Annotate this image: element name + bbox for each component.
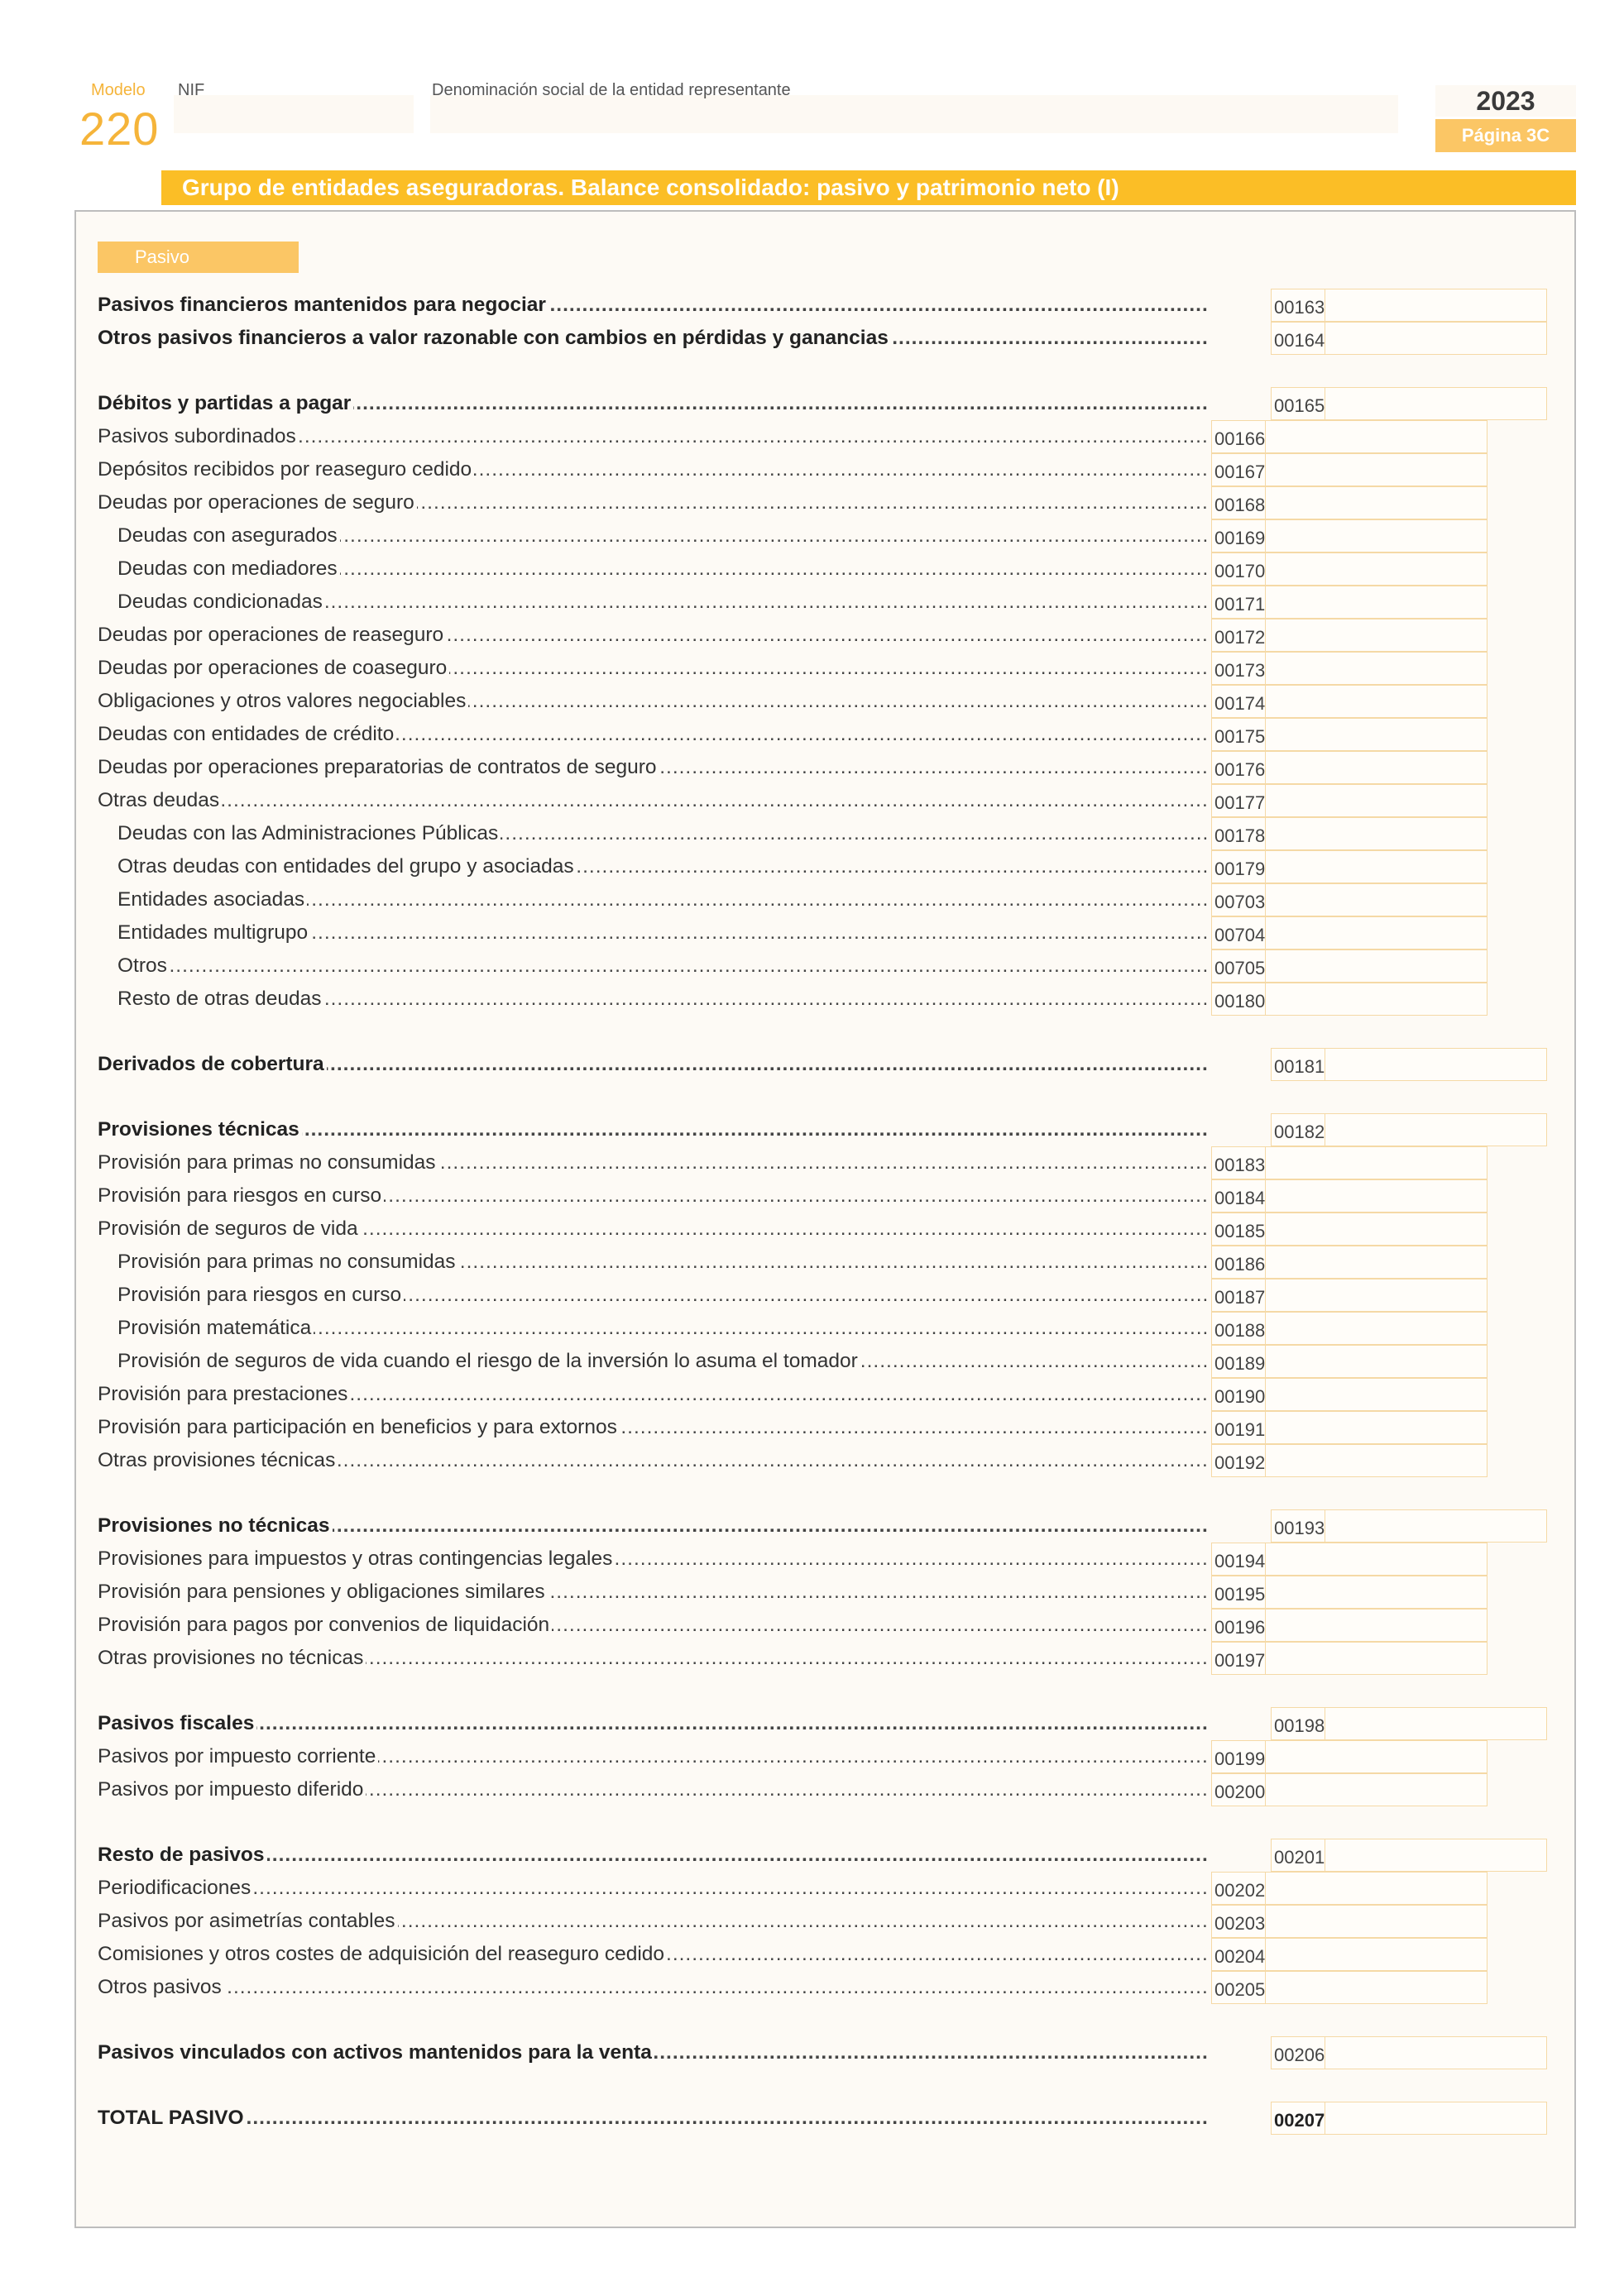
row-00193 <box>98 1509 1554 1543</box>
row-00197 <box>98 1642 1554 1675</box>
row-label: Pasivos por impuesto diferido ..... <box>98 1773 1208 1806</box>
field-code: 00187 <box>1213 1280 1266 1311</box>
row-label: Otros ..... <box>117 949 1208 983</box>
row-00189 <box>98 1345 1554 1378</box>
row-00703 <box>98 883 1554 916</box>
row-00192 <box>98 1444 1554 1477</box>
row-label: Pasivos por impuesto corriente ..... <box>98 1740 1208 1773</box>
row-00201 <box>98 1839 1554 1872</box>
field-code: 00200 <box>1213 1774 1266 1806</box>
amount-field-00200[interactable] <box>1211 1773 1487 1806</box>
row-label: Deudas por operaciones preparatorias de contratos de seguro ..... <box>98 751 1208 784</box>
field-code: 00194 <box>1213 1543 1266 1575</box>
row-00182 <box>98 1113 1554 1146</box>
field-code: 00703 <box>1213 884 1266 916</box>
row-total-pasivo <box>98 2102 1554 2135</box>
row-00184 <box>98 1179 1554 1213</box>
row-00179 <box>98 850 1554 883</box>
field-code: 00181 <box>1272 1049 1325 1080</box>
row-00166 <box>98 420 1554 453</box>
field-code: 00172 <box>1213 619 1266 651</box>
row-00173 <box>98 652 1554 685</box>
row-label: Depósitos recibidos por reaseguro cedido ..... <box>98 453 1208 486</box>
row-00199 <box>98 1740 1554 1773</box>
row-label: Provisión para pensiones y obligaciones similares ..... <box>98 1576 1208 1609</box>
field-code: 00169 <box>1213 520 1266 552</box>
field-code: 00193 <box>1272 1510 1325 1542</box>
field-code: 00197 <box>1213 1643 1266 1674</box>
row-label: Provisiones para impuestos y otras contingencias legales ..... <box>98 1543 1208 1576</box>
nif-field[interactable] <box>174 95 414 133</box>
row-label: Deudas con las Administraciones Públicas ..... <box>117 817 1208 850</box>
row-label: Entidades multigrupo ..... <box>117 916 1208 949</box>
row-00176 <box>98 751 1554 784</box>
row-00183 <box>98 1146 1554 1179</box>
row-00185 <box>98 1213 1554 1246</box>
row-00169 <box>98 519 1554 552</box>
amount-field-00704[interactable] <box>1211 916 1487 949</box>
row-label: Provisión para prestaciones ..... <box>98 1378 1208 1411</box>
row-00194 <box>98 1543 1554 1576</box>
row-label: Deudas por operaciones de coaseguro ..... <box>98 652 1208 685</box>
amount-field-00176[interactable] <box>1211 751 1487 784</box>
field-code: 00164 <box>1272 323 1325 354</box>
row-00168 <box>98 486 1554 519</box>
nif-label: NIF <box>178 81 205 99</box>
row-00167 <box>98 453 1554 486</box>
row-label: Provisión de seguros de vida ..... <box>98 1213 1208 1246</box>
row-label: Resto de otras deudas ..... <box>117 983 1208 1016</box>
amount-field-00201[interactable] <box>1271 1839 1547 1872</box>
section-label-pasivo: Pasivo <box>98 242 299 273</box>
field-code: 00183 <box>1213 1147 1266 1179</box>
row-label: Comisiones y otros costes de adquisición del reaseguro cedido ..... <box>98 1938 1208 1971</box>
row-label: TOTAL PASIVO ..... <box>98 2102 1208 2135</box>
amount-field-00173[interactable] <box>1211 652 1487 685</box>
row-label: Deudas con entidades de crédito ..... <box>98 718 1208 751</box>
row-label: Derivados de cobertura ..... <box>98 1048 1208 1081</box>
row-label: Otras deudas ..... <box>98 784 1208 817</box>
amount-field-00191[interactable] <box>1211 1411 1487 1444</box>
field-code: 00170 <box>1213 553 1266 585</box>
row-00190 <box>98 1378 1554 1411</box>
row-label: Débitos y partidas a pagar ..... <box>98 387 1208 420</box>
field-code: 00166 <box>1213 421 1266 452</box>
amount-field-00182[interactable] <box>1271 1113 1547 1146</box>
amount-field-00170[interactable] <box>1211 552 1487 586</box>
amount-field-00167[interactable] <box>1211 453 1487 486</box>
field-code: 00199 <box>1213 1741 1266 1772</box>
row-00206 <box>98 2036 1554 2069</box>
denominacion-label: Denominación social de la entidad representante <box>432 81 791 99</box>
row-00204 <box>98 1938 1554 1971</box>
amount-field-00192[interactable] <box>1211 1444 1487 1477</box>
row-label: Deudas con mediadores ..... <box>117 552 1208 586</box>
field-code: 00202 <box>1213 1873 1266 1904</box>
field-code: 00192 <box>1213 1445 1266 1476</box>
amount-field-00194[interactable] <box>1211 1543 1487 1576</box>
field-code: 00206 <box>1272 2037 1325 2069</box>
amount-field-00203[interactable] <box>1211 1905 1487 1938</box>
amount-field-00179[interactable] <box>1211 850 1487 883</box>
field-code: 00165 <box>1272 388 1325 419</box>
amount-field-00703[interactable] <box>1211 883 1487 916</box>
amount-field-00171[interactable] <box>1211 586 1487 619</box>
field-code: 00184 <box>1213 1180 1266 1212</box>
amount-field-00185[interactable] <box>1211 1213 1487 1246</box>
field-code: 00195 <box>1213 1576 1266 1608</box>
amount-field-00195[interactable] <box>1211 1576 1487 1609</box>
amount-field-00178[interactable] <box>1211 817 1487 850</box>
row-label: Pasivos financieros mantenidos para negociar ..... <box>98 289 1208 322</box>
row-label: Provisión para riesgos en curso ..... <box>98 1179 1208 1213</box>
field-code: 00168 <box>1213 487 1266 519</box>
field-code: 00207 <box>1272 2102 1325 2134</box>
field-code: 00178 <box>1213 818 1266 849</box>
row-00178 <box>98 817 1554 850</box>
amount-field-00183[interactable] <box>1211 1146 1487 1179</box>
amount-field-00169[interactable] <box>1211 519 1487 552</box>
row-00170 <box>98 552 1554 586</box>
row-label: Deudas condicionadas ..... <box>117 586 1208 619</box>
row-00164 <box>98 322 1554 355</box>
denominacion-field[interactable] <box>430 95 1398 133</box>
field-code: 00175 <box>1213 719 1266 750</box>
field-code: 00189 <box>1213 1346 1266 1377</box>
amount-field-00196[interactable] <box>1211 1609 1487 1642</box>
row-label: Deudas por operaciones de seguro ..... <box>98 486 1208 519</box>
row-00163 <box>98 289 1554 322</box>
row-00705 <box>98 949 1554 983</box>
row-label: Otras deudas con entidades del grupo y asociadas ..... <box>117 850 1208 883</box>
amount-field-00186[interactable] <box>1211 1246 1487 1279</box>
row-00203 <box>98 1905 1554 1938</box>
amount-field-00177[interactable] <box>1211 784 1487 817</box>
field-code: 00201 <box>1272 1839 1325 1871</box>
field-code: 00204 <box>1213 1939 1266 1970</box>
row-00704 <box>98 916 1554 949</box>
field-code: 00186 <box>1213 1246 1266 1278</box>
field-code: 00163 <box>1272 289 1325 321</box>
row-label: Pasivos subordinados ..... <box>98 420 1208 453</box>
row-label: Provisión para pagos por convenios de liquidación ..... <box>98 1609 1208 1642</box>
row-00186 <box>98 1246 1554 1279</box>
field-code: 00196 <box>1213 1610 1266 1641</box>
amount-field-00181[interactable] <box>1271 1048 1547 1081</box>
field-code: 00205 <box>1213 1972 1266 2003</box>
field-code: 00188 <box>1213 1313 1266 1344</box>
row-label: Obligaciones y otros valores negociables ..... <box>98 685 1208 718</box>
field-code: 00182 <box>1272 1114 1325 1146</box>
row-label: Otros pasivos ..... <box>98 1971 1208 2004</box>
row-00181 <box>98 1048 1554 1081</box>
page-badge: Página 3C <box>1435 119 1576 152</box>
row-00174 <box>98 685 1554 718</box>
amount-field-00197[interactable] <box>1211 1642 1487 1675</box>
row-00202 <box>98 1872 1554 1905</box>
row-00198 <box>98 1707 1554 1740</box>
amount-field-00189[interactable] <box>1211 1345 1487 1378</box>
amount-field-00184[interactable] <box>1211 1179 1487 1213</box>
year: 2023 <box>1476 86 1535 116</box>
row-label: Periodificaciones ..... <box>98 1872 1208 1905</box>
row-label: Provisiones técnicas ..... <box>98 1113 1208 1146</box>
amount-field-00705[interactable] <box>1211 949 1487 983</box>
modelo-label: Modelo <box>91 81 146 99</box>
row-label: Provisión de seguros de vida cuando el riesgo de la inversión lo asuma el tomador ..... <box>117 1345 1208 1378</box>
row-label: Deudas por operaciones de reaseguro ..... <box>98 619 1208 652</box>
row-00196 <box>98 1609 1554 1642</box>
amount-field-00168[interactable] <box>1211 486 1487 519</box>
row-label: Pasivos fiscales ..... <box>98 1707 1208 1740</box>
field-code: 00174 <box>1213 686 1266 717</box>
row-00171 <box>98 586 1554 619</box>
amount-field-00188[interactable] <box>1211 1312 1487 1345</box>
row-label: Provisión para primas no consumidas ..... <box>117 1246 1208 1279</box>
row-label: Entidades asociadas ..... <box>117 883 1208 916</box>
row-label: Provisión para riesgos en curso ..... <box>117 1279 1208 1312</box>
form-title: Grupo de entidades aseguradoras. Balance consolidado: pasivo y patrimonio neto (I) <box>161 170 1576 205</box>
row-00172 <box>98 619 1554 652</box>
row-label: Otras provisiones técnicas ..... <box>98 1444 1208 1477</box>
amount-field-00165[interactable] <box>1271 387 1547 420</box>
amount-field-00205[interactable] <box>1211 1971 1487 2004</box>
field-code: 00203 <box>1213 1906 1266 1937</box>
row-label: Provisión para primas no consumidas ..... <box>98 1146 1208 1179</box>
row-00177 <box>98 784 1554 817</box>
amount-field-00202[interactable] <box>1211 1872 1487 1905</box>
row-00188 <box>98 1312 1554 1345</box>
field-code: 00167 <box>1213 454 1266 486</box>
amount-field-00193[interactable] <box>1271 1509 1547 1543</box>
row-00165 <box>98 387 1554 420</box>
row-00187 <box>98 1279 1554 1312</box>
row-00191 <box>98 1411 1554 1444</box>
field-code: 00704 <box>1213 917 1266 949</box>
field-code: 00190 <box>1213 1379 1266 1410</box>
amount-field-00174[interactable] <box>1211 685 1487 718</box>
amount-field-00199[interactable] <box>1211 1740 1487 1773</box>
row-label: Deudas con asegurados ..... <box>117 519 1208 552</box>
row-label: Pasivos por asimetrías contables ..... <box>98 1905 1208 1938</box>
amount-field-00180[interactable] <box>1211 983 1487 1016</box>
field-code: 00179 <box>1213 851 1266 883</box>
amount-field-00198[interactable] <box>1271 1707 1547 1740</box>
row-00195 <box>98 1576 1554 1609</box>
row-label: Pasivos vinculados con activos mantenidos para la venta ..... <box>98 2036 1208 2069</box>
field-code: 00176 <box>1213 752 1266 783</box>
field-code: 00198 <box>1272 1708 1325 1739</box>
field-code: 00171 <box>1213 586 1266 618</box>
row-label: Otras provisiones no técnicas ..... <box>98 1642 1208 1675</box>
modelo-number: 220 <box>79 103 160 155</box>
row-00200 <box>98 1773 1554 1806</box>
field-code: 00185 <box>1213 1213 1266 1245</box>
field-code: 00180 <box>1213 983 1266 1015</box>
amount-field-00175[interactable] <box>1211 718 1487 751</box>
row-label: Provisión matemática ..... <box>117 1312 1208 1345</box>
amount-field-00204[interactable] <box>1211 1938 1487 1971</box>
row-label: Otros pasivos financieros a valor razonable con cambios en pérdidas y ganancias ..... <box>98 322 1208 355</box>
field-code: 00173 <box>1213 653 1266 684</box>
row-label: Provisión para participación en beneficios y para extornos ..... <box>98 1411 1208 1444</box>
row-00175 <box>98 718 1554 751</box>
field-code: 00191 <box>1213 1412 1266 1443</box>
amount-field-00164[interactable] <box>1271 322 1547 355</box>
amount-field-00172[interactable] <box>1211 619 1487 652</box>
field-code: 00177 <box>1213 785 1266 816</box>
field-code: 00705 <box>1213 950 1266 982</box>
row-label: Resto de pasivos ..... <box>98 1839 1208 1872</box>
amount-field-00166[interactable] <box>1211 420 1487 453</box>
amount-field-00163[interactable] <box>1271 289 1547 322</box>
amount-field-00190[interactable] <box>1211 1378 1487 1411</box>
row-label: Provisiones no técnicas ..... <box>98 1509 1208 1543</box>
row-00205 <box>98 1971 1554 2004</box>
amount-field-00187[interactable] <box>1211 1279 1487 1312</box>
row-00180 <box>98 983 1554 1016</box>
amount-field-00207[interactable] <box>1271 2102 1547 2135</box>
amount-field-00206[interactable] <box>1271 2036 1547 2069</box>
